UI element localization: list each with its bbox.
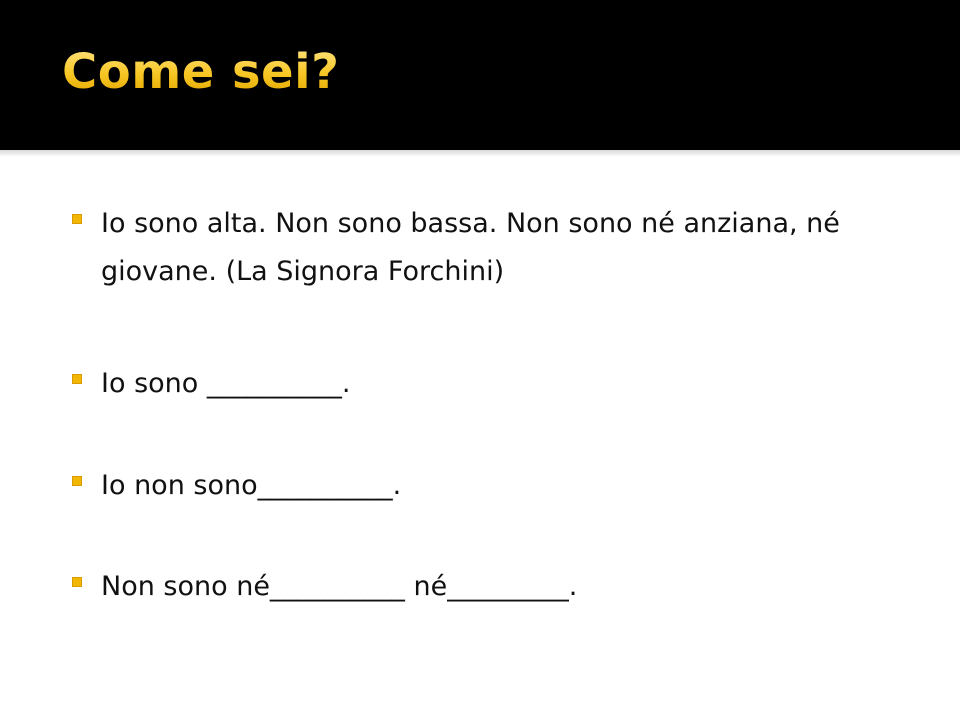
square-bullet-icon xyxy=(72,214,82,224)
bullet-item xyxy=(72,563,872,611)
bullet-text: Non sono né__________ né_________. xyxy=(101,571,578,602)
bullet-text: Io sono alta. Non sono bassa. Non sono né anziana, né giovane. (La Signora Forchini) xyxy=(101,208,849,287)
bullet-item xyxy=(72,360,872,408)
bullet-text: Io non sono__________. xyxy=(101,470,402,501)
slide-title: Come sei? xyxy=(62,44,340,100)
bullet-text: Io sono __________. xyxy=(101,368,351,399)
square-bullet-icon xyxy=(72,374,82,384)
bullet-item xyxy=(72,200,872,296)
square-bullet-icon xyxy=(72,476,82,486)
square-bullet-icon xyxy=(72,577,82,587)
bullet-item xyxy=(72,462,872,510)
